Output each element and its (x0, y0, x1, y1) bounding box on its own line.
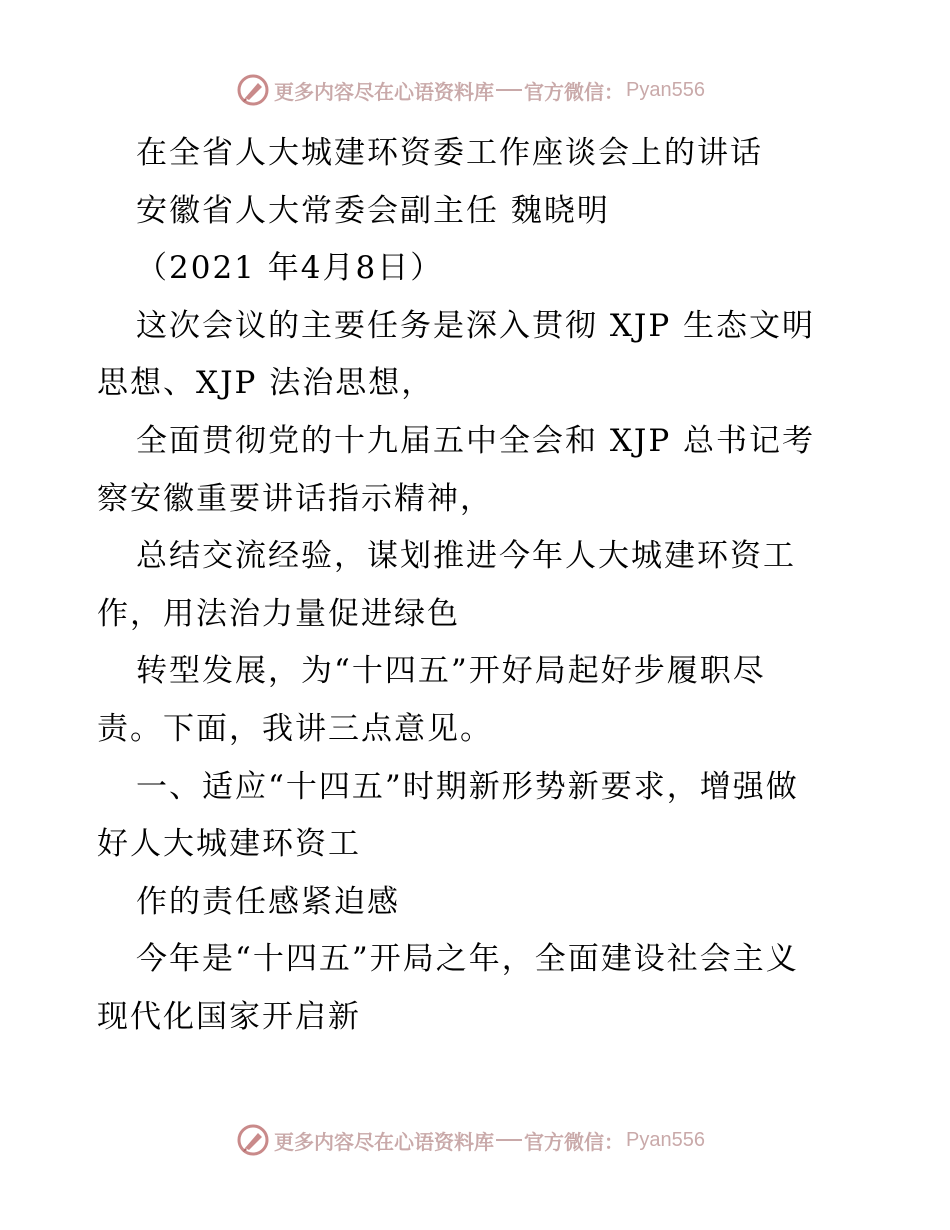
watermark-footer (236, 1122, 705, 1158)
document-date: （2021 年4月8日） (136, 250, 444, 287)
paragraph-line: 总结交流经验，谋划推进今年人大城建环资工 (136, 538, 796, 575)
watermark-official-label: 官方微信： (524, 1129, 624, 1154)
paragraph-line: 现代化国家开启新 (97, 998, 361, 1035)
section-heading-line: 作的责任感紧迫感 (136, 883, 400, 920)
paragraph-line: 责。下面，我讲三点意见。 (97, 710, 493, 747)
paragraph-line: 察安徽重要讲话指示精神， (97, 480, 493, 517)
watermark-dash (496, 1139, 522, 1141)
paragraph-line: 思想、XJP 法治思想， (97, 365, 435, 402)
watermark-official-label: 官方微信： (524, 79, 624, 104)
pen-logo-icon (236, 73, 270, 107)
watermark-header (236, 72, 705, 108)
paragraph-line: 今年是“十四五”开局之年，全面建设社会主义 (136, 941, 799, 978)
paragraph-line: 全面贯彻党的十九届五中全会和 XJP 总书记考 (136, 422, 816, 459)
paragraph-line: 作，用法治力量促进绿色 (97, 595, 460, 632)
section-heading-line: 一、适应“十四五”时期新形势新要求，增强做 (136, 768, 799, 805)
document-body (97, 125, 857, 1047)
watermark-wechat-id: Pyan556 (626, 1128, 705, 1151)
document-author: 安徽省人大常委会副主任 魏晓明 (136, 192, 610, 229)
paragraph-line: 转型发展，为“十四五”开好局起好步履职尽 (136, 653, 766, 690)
paragraph-line: 这次会议的主要任务是深入贯彻 XJP 生态文明 (136, 307, 816, 344)
pen-logo-icon (236, 1123, 270, 1157)
watermark-text: 更多内容尽在心语资料库 (274, 1129, 494, 1154)
watermark-text: 更多内容尽在心语资料库 (274, 79, 494, 104)
watermark-wechat-id: Pyan556 (626, 78, 705, 101)
section-heading-line: 好人大城建环资工 (97, 826, 361, 863)
document-title: 在全省人大城建环资委工作座谈会上的讲话 (136, 135, 763, 171)
watermark-dash (496, 89, 522, 91)
